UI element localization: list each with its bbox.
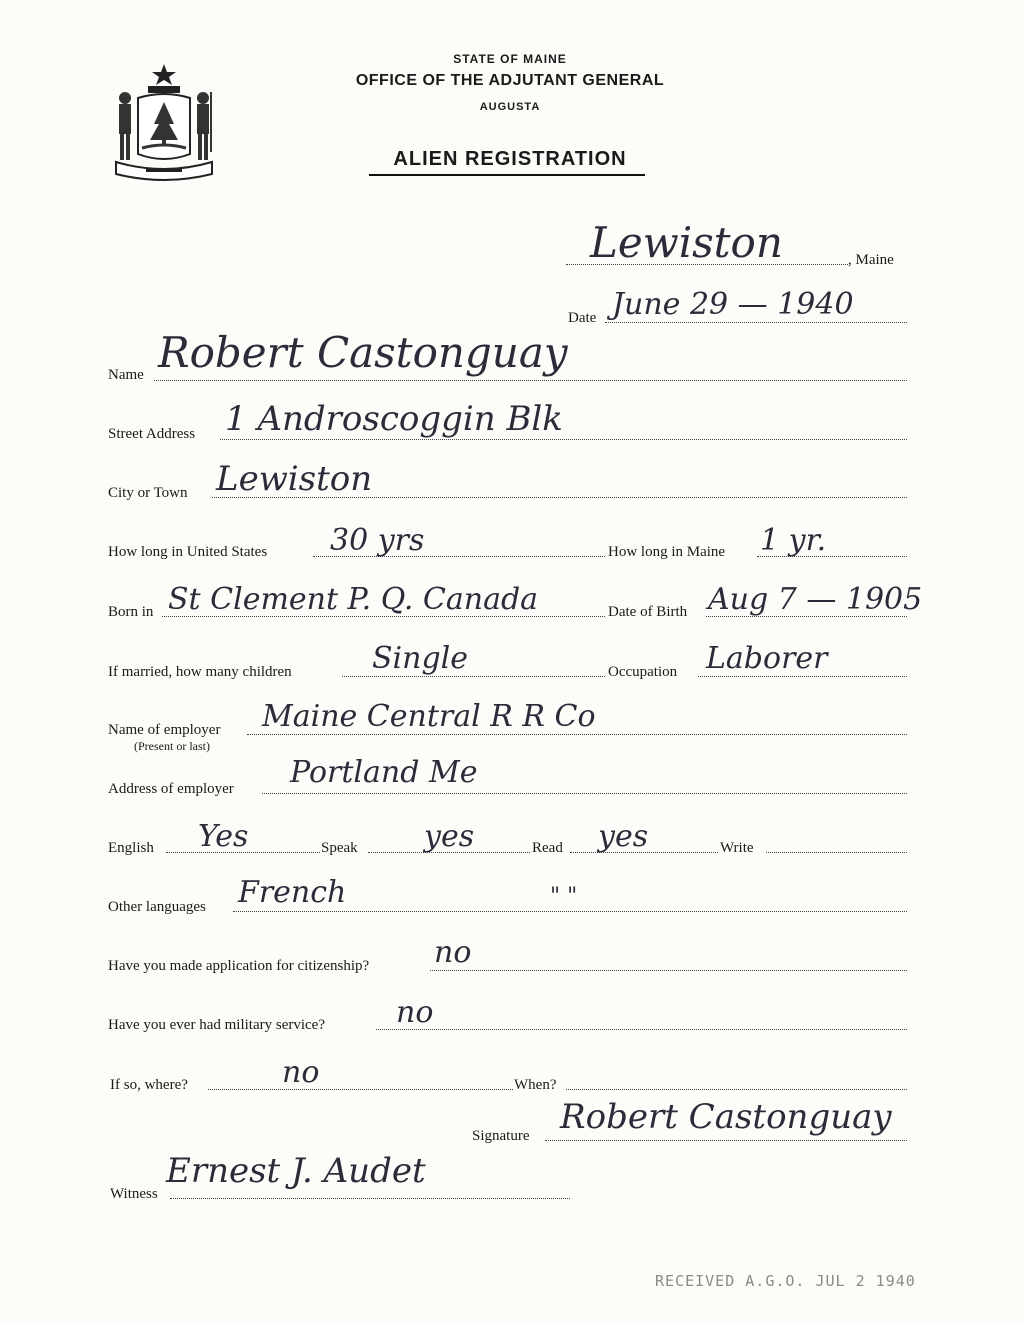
signature-label: Signature xyxy=(472,1128,530,1144)
employer-value: Maine Central R R Co xyxy=(262,699,596,734)
dob-value: Aug 7 — 1905 xyxy=(708,582,923,617)
employer-address-line xyxy=(262,793,907,794)
employer-label: Name of employer xyxy=(108,722,221,738)
how-long-us-value: 30 yrs xyxy=(330,523,425,558)
born-in-label: Born in xyxy=(108,604,154,620)
military-value: no xyxy=(396,995,434,1030)
received-stamp: RECEIVED A.G.O. JUL 2 1940 xyxy=(655,1272,916,1290)
when-label: When? xyxy=(514,1077,557,1093)
speak-label: Speak xyxy=(321,840,358,856)
witness-value: Ernest J. Audet xyxy=(166,1151,426,1191)
occupation-value: Laborer xyxy=(706,641,828,676)
employer-line xyxy=(247,734,907,735)
citizenship-label: Have you made application for citizenship? xyxy=(108,958,370,974)
employer-address-value: Portland Me xyxy=(290,755,478,790)
date-label: Date xyxy=(568,310,597,326)
employer-sublabel: (Present or last) xyxy=(134,739,210,753)
when-line xyxy=(566,1089,907,1090)
read-label: Read xyxy=(532,840,563,856)
name-label: Name xyxy=(108,367,144,383)
office-name: OFFICE OF THE ADJUTANT GENERAL xyxy=(355,72,665,89)
other-languages-line xyxy=(233,911,907,912)
date-line xyxy=(605,322,907,323)
occupation-line xyxy=(698,676,907,677)
speak-value: yes xyxy=(424,819,475,854)
form-title: ALIEN REGISTRATION xyxy=(393,148,627,170)
other-languages-ditto: " " xyxy=(550,884,578,909)
dob-label: Date of Birth xyxy=(608,604,688,620)
citizenship-value: no xyxy=(434,935,472,970)
citizenship-line xyxy=(430,970,907,971)
children-value: Single xyxy=(372,641,469,676)
state-seal-icon xyxy=(108,62,220,184)
signature-line xyxy=(545,1140,907,1141)
state-name: STATE OF MAINE xyxy=(453,52,567,66)
occupation-label: Occupation xyxy=(608,664,678,680)
military-label: Have you ever had military service? xyxy=(108,1017,325,1033)
born-in-value: St Clement P. Q. Canada xyxy=(168,582,539,617)
signature-value: Robert Castonguay xyxy=(560,1097,892,1137)
street-value: 1 Androscoggin Blk xyxy=(225,399,563,439)
english-value: Yes xyxy=(198,819,249,854)
street-label: Street Address xyxy=(108,426,196,442)
witness-label: Witness xyxy=(110,1186,158,1202)
date-value: June 29 — 1940 xyxy=(612,287,854,322)
how-long-us-label: How long in United States xyxy=(108,544,268,560)
town-value: Lewiston xyxy=(590,218,783,267)
office-city: AUGUSTA xyxy=(479,101,541,113)
english-label: English xyxy=(108,840,154,856)
write-label: Write xyxy=(720,840,754,856)
name-line xyxy=(154,380,907,381)
name-value: Robert Castonguay xyxy=(158,328,568,377)
how-long-maine-label: How long in Maine xyxy=(608,544,726,560)
where-line xyxy=(208,1089,513,1090)
where-value: no xyxy=(282,1055,320,1090)
other-languages-value: French xyxy=(238,875,347,910)
maine-label: , Maine xyxy=(848,252,894,268)
children-line xyxy=(342,676,605,677)
employer-address-label: Address of employer xyxy=(108,781,234,797)
other-languages-label: Other languages xyxy=(108,899,206,915)
where-label: If so, where? xyxy=(110,1077,188,1093)
children-label: If married, how many children xyxy=(108,664,292,680)
witness-line xyxy=(170,1198,570,1199)
military-line xyxy=(376,1029,907,1030)
city-value: Lewiston xyxy=(216,459,373,499)
title-underline xyxy=(369,174,645,176)
read-value: yes xyxy=(598,819,649,854)
city-label: City or Town xyxy=(108,485,188,501)
write-line xyxy=(766,852,907,853)
how-long-maine-value: 1 yr. xyxy=(760,523,827,558)
street-line xyxy=(220,439,907,440)
